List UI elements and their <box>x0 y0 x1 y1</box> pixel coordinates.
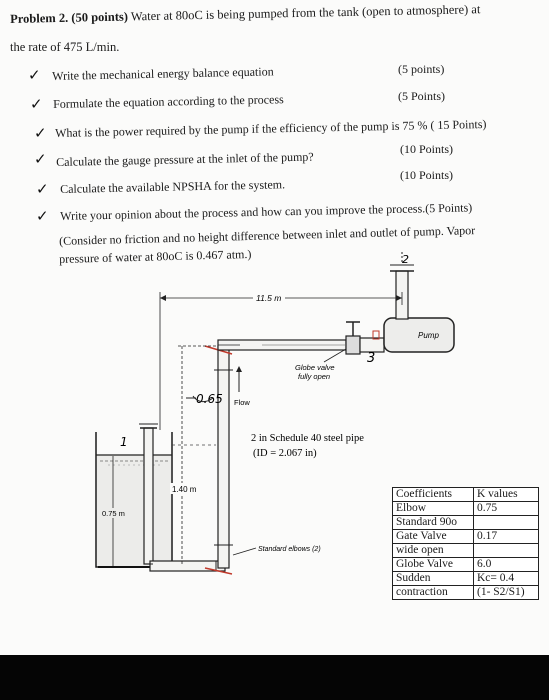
elbows-label: Standard elbows (2) <box>258 546 321 553</box>
question-a-points: (5 points) <box>398 62 445 76</box>
pipe-spec-line-1: 2 in Schedule 40 steel pipe <box>251 433 364 444</box>
table-cell: 0.75 <box>474 502 539 516</box>
question-d-points: (10 Points) <box>400 142 454 156</box>
question-b-points: (5 Points) <box>398 89 446 103</box>
table-row <box>393 558 539 572</box>
table-row <box>393 530 539 544</box>
table-cell: wide open <box>393 544 474 558</box>
tank <box>96 432 172 567</box>
table-cell <box>474 544 539 558</box>
dimension-horizontal <box>160 292 402 430</box>
table-cell: (1- S2/S1) <box>474 586 539 600</box>
question-b-text: Formulate the equation according to the process <box>53 92 284 111</box>
question-a-text: Write the mechanical energy balance equation <box>52 64 274 83</box>
dimension-075-label: 0.75 m <box>102 509 125 518</box>
problem-rate-line: the rate of 475 L/min. <box>10 40 120 54</box>
check-mark-e: ✓ <box>36 180 49 198</box>
table-header-cell: K values <box>474 488 539 502</box>
pipe-spec-line-2: (ID = 2.067 in) <box>253 448 317 459</box>
table-cell: Sudden <box>393 572 474 586</box>
table-cell: Globe Valve <box>393 558 474 572</box>
table-row <box>393 586 539 600</box>
check-mark-c: ✓ <box>34 124 47 142</box>
elbows-leader <box>233 548 256 555</box>
table-cell: contraction <box>393 586 474 600</box>
table-row <box>393 502 539 516</box>
table-cell: Kc= 0.4 <box>474 572 539 586</box>
coefficients-table <box>392 487 539 600</box>
problem-title-rest: Water at 80oC is being pumped from the tank (open to atmosphere) at <box>127 2 481 24</box>
dimension-horizontal-label: 11.5 m <box>256 293 282 303</box>
table-row <box>393 516 539 530</box>
question-f-text: Write your opinion about the process and how can you improve the process.(5 Points) <box>60 200 473 223</box>
globe-valve-label-2: fully open <box>298 372 331 381</box>
handwritten-point-2: 2 <box>402 253 409 266</box>
dimension-140-label: 1.40 m <box>172 485 197 494</box>
note-line-1: (Consider no friction and no height difference between inlet and outlet of pump. Vapor <box>59 223 476 248</box>
question-c-text: What is the power required by the pump if the efficiency of the pump is 75 % ( 15 Points) <box>55 116 487 140</box>
bottom-black-bar <box>0 655 549 700</box>
question-e-points: (10 Points) <box>400 168 454 182</box>
handwritten-point-1: 1 <box>120 435 128 449</box>
table-cell: Gate Valve <box>393 530 474 544</box>
dimension-vertical-140 <box>170 346 216 566</box>
check-mark-a: ✓ <box>28 66 41 84</box>
handwritten-065: 0.65 <box>196 392 223 406</box>
check-mark-f: ✓ <box>36 207 49 225</box>
table-cell: Standard 90o <box>393 516 474 530</box>
question-d-text: Calculate the gauge pressure at the inlet of the pump? <box>56 149 314 169</box>
flow-arrow <box>236 366 242 392</box>
flow-label: Flow <box>234 398 250 407</box>
handwritten-point-3: 3 <box>367 351 376 366</box>
globe-valve-leader <box>324 349 346 362</box>
pump-label: Pump <box>418 331 439 340</box>
table-header-cell: Coefficients <box>393 488 474 502</box>
table-header-row <box>393 488 539 502</box>
table-row <box>393 544 539 558</box>
globe-valve <box>346 322 384 354</box>
table-cell: 6.0 <box>474 558 539 572</box>
top-pipe <box>218 340 346 350</box>
check-mark-b: ✓ <box>30 95 43 113</box>
note-line-2: pressure of water at 80oC is 0.467 atm.) <box>59 246 252 266</box>
check-mark-d: ✓ <box>34 150 47 168</box>
table-cell <box>474 516 539 530</box>
table-cell: 0.17 <box>474 530 539 544</box>
table-row <box>393 572 539 586</box>
question-e-text: Calculate the available NPSHA for the system. <box>60 177 286 196</box>
table-cell: Elbow <box>393 502 474 516</box>
problem-title-bold: Problem 2. (50 points) <box>10 9 129 26</box>
vertical-riser <box>205 346 233 568</box>
globe-valve-label-1: Globe valve <box>295 363 335 372</box>
